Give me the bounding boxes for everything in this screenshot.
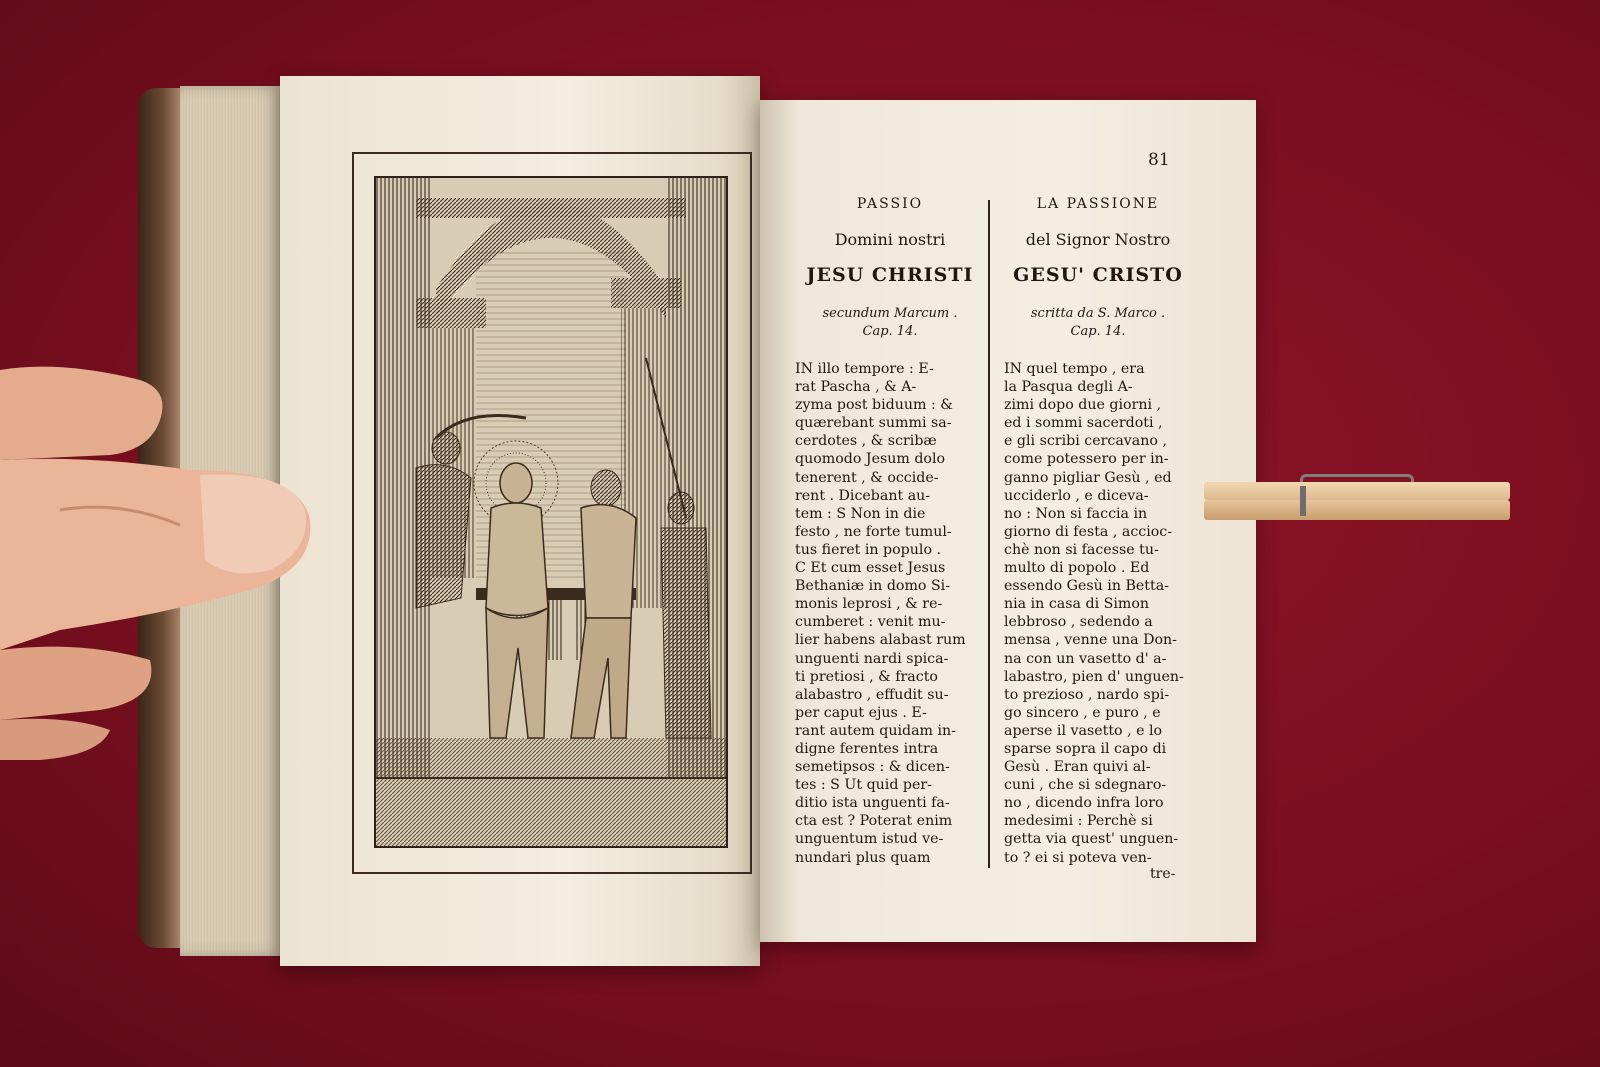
- text-line: semetipsos : & dicen-: [795, 759, 950, 776]
- text-line: IN quel tempo , era: [1004, 361, 1145, 377]
- text-line: tem : S Non in die: [795, 505, 926, 522]
- text-line: aperse il vasetto , e lo: [1004, 722, 1163, 739]
- italian-text-column: [1004, 360, 1194, 867]
- italian-heading: [998, 196, 1198, 346]
- page-number: 81: [1148, 150, 1170, 170]
- italian-chapter: Cap. 14.: [1070, 324, 1126, 339]
- text-line: Bethaniæ in domo Si-: [795, 578, 951, 595]
- text-line: lier habens alabast rum: [795, 632, 966, 649]
- text-line: la Pasqua degli A-: [1004, 379, 1133, 396]
- text-line: rat Pascha , & A-: [795, 379, 917, 396]
- text-line: no : Non si faccia in: [1004, 505, 1148, 522]
- text-line: to ? ei si poteva ven-: [1004, 849, 1152, 866]
- latin-heading-domini: Domini nostri: [834, 230, 946, 249]
- text-line: no , dicendo infra loro: [1004, 795, 1164, 812]
- text-line: mensa , venne una Don-: [1004, 632, 1177, 649]
- woodcut-drawing: [376, 178, 726, 846]
- italian-heading-passione: LA PASSIONE: [1036, 196, 1160, 212]
- text-line: alabastro , effudit su-: [795, 686, 949, 703]
- text-line: rant autem quidam in-: [795, 722, 956, 739]
- latin-text-column: [795, 360, 985, 867]
- text-line: zyma post biduum : &: [795, 397, 953, 414]
- clothespin-lower-jaw: [1204, 500, 1510, 520]
- hand: [0, 360, 320, 760]
- text-line: digne ferentes intra: [795, 740, 939, 757]
- text-line: come potessero per in-: [1004, 451, 1169, 468]
- text-line: medesimi : Perchè si: [1004, 813, 1153, 830]
- text-line: ucciderlo , e diceva-: [1004, 487, 1149, 504]
- text-line: na con un vasetto d' a-: [1004, 650, 1167, 667]
- latin-heading-jesu-christi: JESU CHRISTI: [806, 264, 974, 286]
- text-line: e gli scribi cercavano ,: [1004, 433, 1167, 450]
- italian-heading-gesu-cristo: GESU' CRISTO: [1013, 264, 1183, 286]
- text-line: tus fieret in populo .: [795, 541, 942, 558]
- text-line: multo di popolo . Ed: [1004, 560, 1150, 577]
- text-line: lebbroso , sedendo a: [1004, 614, 1153, 631]
- text-line: quærebant summi sa-: [795, 415, 952, 432]
- text-line: ed i sommi sacerdoti ,: [1004, 415, 1163, 432]
- text-line: per caput ejus . E-: [795, 704, 927, 721]
- text-line: giorno di festa , accioc-: [1004, 523, 1173, 540]
- clothespin-upper-jaw: [1204, 482, 1510, 500]
- latin-heading-passio: PASSIO: [856, 196, 924, 212]
- text-line: essendo Gesù in Betta-: [1004, 578, 1169, 595]
- text-line: sparse sopra il capo di: [1004, 740, 1167, 757]
- text-line: zimi dopo due giorni ,: [1004, 397, 1162, 414]
- text-line: unguenti nardi spica-: [795, 650, 949, 667]
- latin-heading: [790, 196, 990, 346]
- woodcut-flagellation-illustration: [374, 176, 728, 848]
- italian-heading-signor: del Signor Nostro: [1025, 230, 1171, 249]
- text-line: labastro, pien d' unguen-: [1004, 668, 1184, 685]
- text-line: IN illo tempore : E-: [795, 361, 934, 377]
- text-line: go sincero , e puro , e: [1004, 704, 1161, 721]
- italian-heading-scritta: scritta da S. Marco .: [1030, 306, 1166, 321]
- text-line: cerdotes , & scribæ: [795, 433, 937, 450]
- latin-chapter: Cap. 14.: [862, 324, 918, 339]
- text-line: nundari plus quam: [795, 849, 931, 866]
- text-line: ti pretiosi , & fracto: [795, 668, 938, 685]
- clothespin-coil: [1300, 486, 1306, 516]
- clothespin: [1204, 476, 1510, 522]
- text-line: C Et cum esset Jesus: [795, 560, 946, 577]
- text-line: tes : S Ut quid per-: [795, 777, 932, 794]
- text-line: rent . Dicebant au-: [795, 487, 931, 504]
- text-line: cumberet : venit mu-: [795, 614, 946, 631]
- text-line: to prezioso , nardo spi-: [1004, 686, 1170, 703]
- text-line: Gesù . Eran quivi al-: [1004, 759, 1151, 776]
- text-line: cta est ? Poterat enim: [795, 813, 953, 830]
- latin-heading-secundum: secundum Marcum .: [822, 306, 958, 321]
- text-line: chè non si facesse tu-: [1004, 541, 1159, 558]
- text-line: tenerent , & occide-: [795, 469, 939, 486]
- text-line: ganno pigliar Gesù , ed: [1004, 469, 1172, 486]
- text-line: quomodo Jesum dolo: [795, 451, 946, 468]
- text-line: cuni , che si sdegnaro-: [1004, 777, 1167, 794]
- text-line: unguentum istud ve-: [795, 831, 944, 848]
- text-line: nia in casa di Simon: [1004, 596, 1149, 613]
- text-line: monis leprosi , & re-: [795, 596, 943, 613]
- text-line: ditio ista unguenti fa-: [795, 795, 950, 812]
- text-line: getta via quest' unguen-: [1004, 831, 1179, 848]
- catchword: tre-: [1150, 866, 1176, 882]
- text-line: festo , ne forte tumul-: [795, 523, 952, 540]
